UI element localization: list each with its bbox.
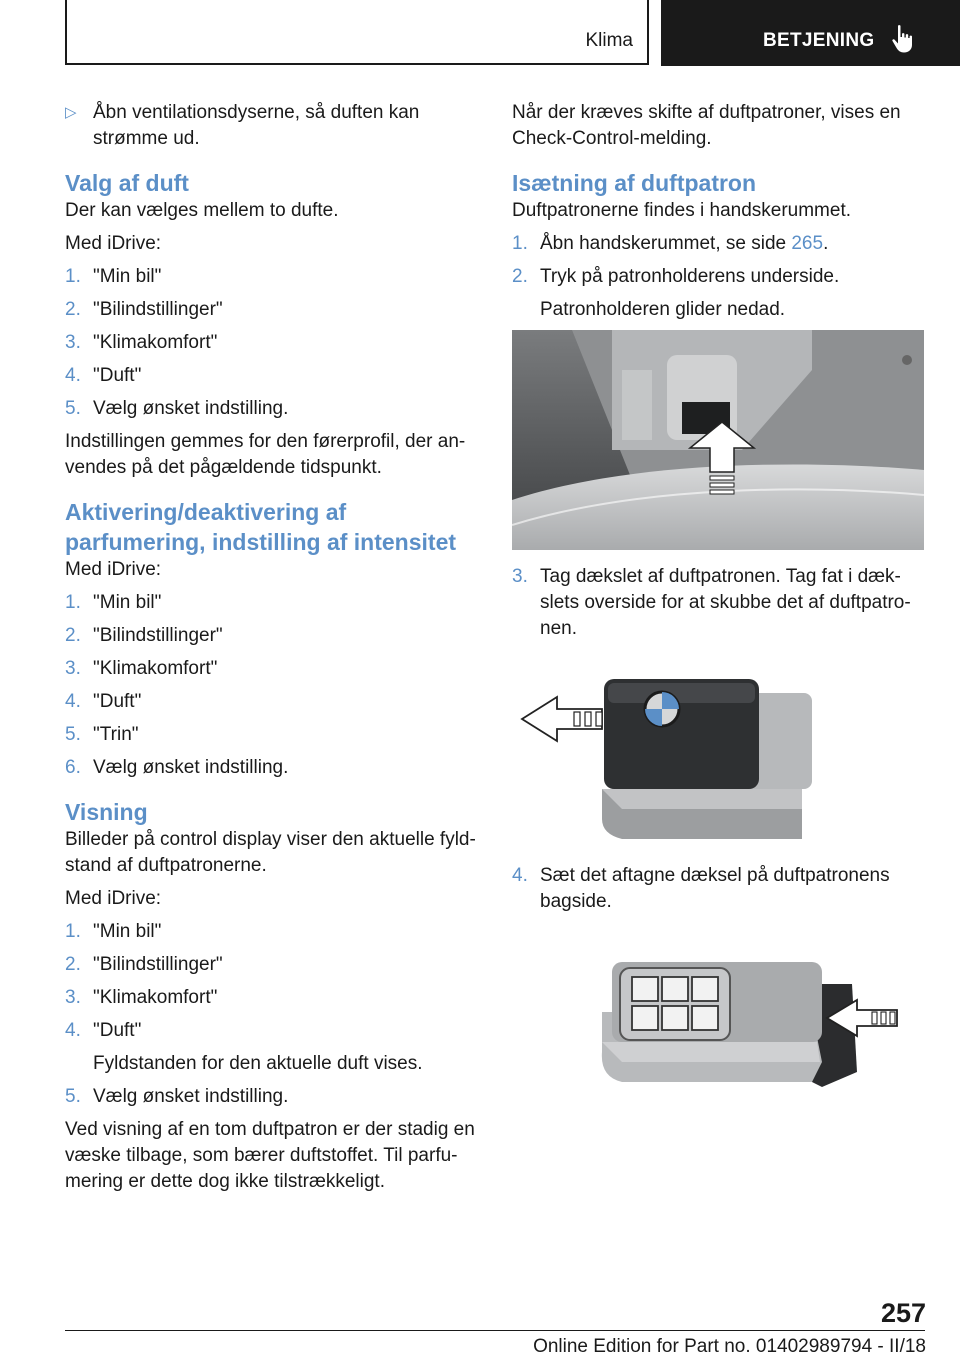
page-header: [0, 0, 960, 66]
section-heading-isaetning: Isætning af duftpatron: [512, 170, 757, 196]
list-item: 2. "Bilindstillinger": [65, 954, 223, 975]
paragraph: Duftpatronerne findes i handskerummet.: [512, 200, 852, 221]
right-column: [512, 100, 927, 1136]
page-reference-link[interactable]: 265: [791, 233, 824, 254]
header-chapter-tab: [661, 0, 960, 66]
section-heading-visning: Visning: [65, 799, 148, 825]
triangle-bullet-icon: ▷: [65, 104, 77, 121]
cartridge-cover-removal-illustration: [512, 649, 924, 849]
paragraph: Med iDrive:: [65, 233, 162, 254]
list-item: 2. "Bilindstillinger": [65, 299, 223, 320]
paragraph: Indstillingen gemmes for den førerprofil, der an- vendes på det pågældende tidspunkt.: [65, 431, 466, 478]
paragraph: Med iDrive:: [65, 888, 162, 909]
list-item: 2. "Bilindstillinger": [65, 625, 223, 646]
list-item: 3. "Klimakomfort": [65, 658, 218, 679]
list-item: 3. Tag dækslet af duftpatronen. Tag fat i dæk- slets overside for at skubbe det af duftpatro- nen.: [512, 566, 911, 639]
glovebox-cartridge-illustration: [512, 330, 924, 550]
paragraph: Billeder på control display viser den aktuelle fyld- stand af duftpatronerne.: [65, 829, 476, 876]
bullet-item: ▷ Åbn ventilationsdyserne, så duften kan strømme ud.: [65, 102, 420, 149]
list-item: 2. Tryk på patronholderens underside.: [512, 266, 840, 287]
list-item: 1. "Min bil": [65, 592, 162, 613]
section-heading-valg-af-duft: Valg af duft: [65, 170, 189, 196]
header-section-box: [65, 0, 649, 65]
list-item: 4. Sæt det aftagne dæksel på duftpatronens bagside.: [512, 865, 890, 912]
list-item: 5. "Trin": [65, 724, 139, 745]
footer-edition: Online Edition for Part no. 01402989794 - II/18: [533, 1336, 926, 1357]
list-item: 4. "Duft": [65, 365, 142, 386]
list-item: 4. "Duft": [65, 691, 142, 712]
section-heading-aktivering: Aktivering/deaktivering af parfumering, indstilling af intensitet: [65, 499, 457, 555]
list-item: 1. "Min bil": [65, 921, 162, 942]
header-section-title: Klima: [585, 30, 633, 51]
header-chapter-title: BETJENING: [763, 30, 875, 51]
list-item: 3. "Klimakomfort": [65, 987, 218, 1008]
paragraph: Med iDrive:: [65, 559, 162, 580]
list-item: 1. "Min bil": [65, 266, 162, 287]
list-item-note: Patronholderen glider nedad.: [540, 299, 786, 320]
list-item: 6. Vælg ønsket indstilling.: [65, 757, 289, 778]
paragraph: Ved visning af en tom duftpatron er der stadig en væske tilbage, som bærer duftstoffet. Til parfu- mering er dette dog ikke tilstrækkeligt.: [65, 1119, 475, 1192]
left-column: [65, 100, 480, 1202]
cartridge-cover-attach-illustration: [512, 922, 924, 1122]
list-item-note: Fyldstanden for den aktuelle duft vises.: [93, 1053, 423, 1074]
footer-divider: [65, 1330, 925, 1331]
list-item: 4. "Duft": [65, 1020, 142, 1041]
hand-pointer-icon: [891, 24, 915, 54]
page-number: 257: [880, 1298, 926, 1328]
list-item: 5. Vælg ønsket indstilling.: [65, 398, 289, 419]
list-item: 3. "Klimakomfort": [65, 332, 218, 353]
paragraph: Der kan vælges mellem to dufte.: [65, 200, 339, 221]
list-item: 5. Vælg ønsket indstilling.: [65, 1086, 289, 1107]
paragraph: Når der kræves skifte af duftpatroner, vises en Check-Control-melding.: [512, 102, 901, 149]
list-item: 1. Åbn handskerummet, se side 265.: [512, 233, 829, 254]
